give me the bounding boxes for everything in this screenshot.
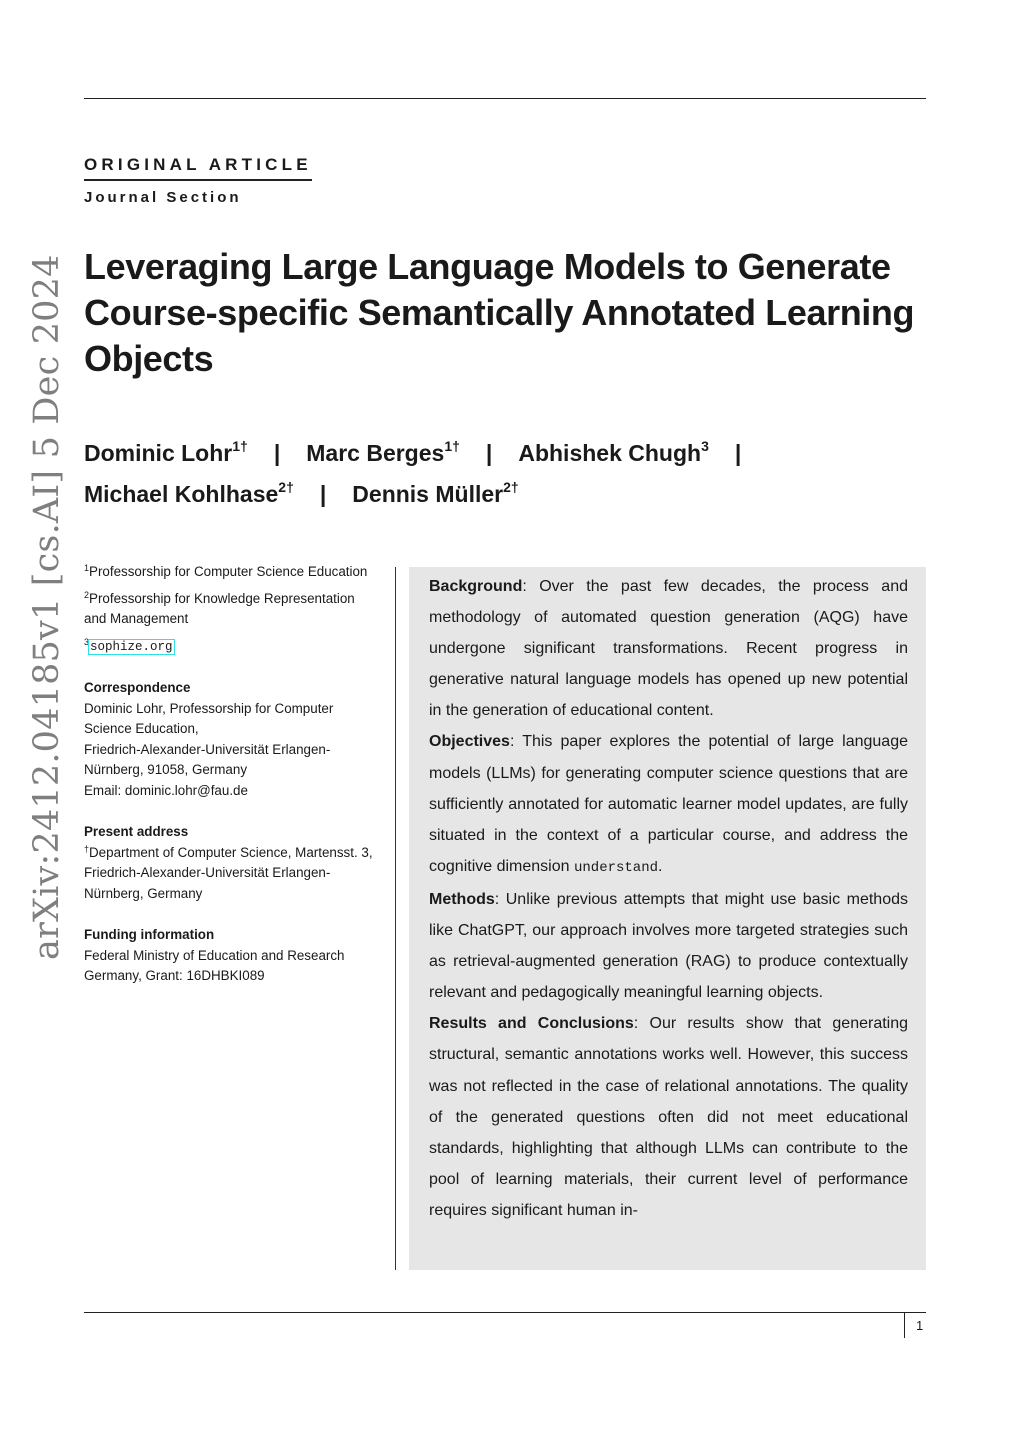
correspondence-email: Email: dominic.lohr@fau.de [84,782,248,798]
funding-heading: Funding information [84,927,215,942]
author-name: Dennis Müller$^{2\dagger}$ [352,479,519,507]
author-name: Dominic Lohr$^{1\dagger}$ [84,438,248,466]
abstract-background: Background: Over the past few decades, the process and methodology of automated question generation (AQG) have undergone significant transformations. Recent progress in generative natural language models has opened up new potential in the generation of educational content. [429,578,908,720]
funding-line: Federal Ministry of Education and Research Germany, Grant: 16DHBKI089 [84,947,345,983]
page-number: 1 [916,1318,924,1333]
arxiv-identifier-stamp: arXiv:2412.04185v1 [cs.AI] 5 Dec 2024 [27,254,67,960]
correspondence-line: Dominic Lohr, Professorship for Computer Science Education, [84,700,334,736]
author-separator: | [485,440,493,466]
sophize-link[interactable]: sophize.org [90,639,173,654]
abstract-objectives: Objectives: This paper explores the potential of large language models (LLMs) for generating computer science questions that are sufficiently annotated for automatic learner model updates, are fully situated in the context of a particular course, and address the cognitive dimension understand. [429,733,908,876]
author-separator: | [273,440,281,466]
top-rule [84,98,926,99]
affiliation: $^3$sophize.org [84,636,173,654]
present-address-line: †Department of Computer Science, Martensst. 3, [84,843,373,860]
article-type-label: ORIGINAL ARTICLE [84,155,312,181]
footer-page-divider [904,1312,905,1338]
cognitive-dimension-term: understand [573,859,658,876]
affiliation: $^2$Professorship for Knowledge Representation and Management [84,589,355,626]
present-address-line: Friedrich-Alexander-Universität Erlangen-Nürnberg, Germany [84,865,331,901]
author-name: Michael Kohlhase$^{2\dagger}$ [84,479,294,507]
abstract-methods: Methods: Unlike previous attempts that might use basic methods like ChatGPT, our approach involves more targeted strategies such as retrieval-augmented generation (RAG) to produce contextually relevant and pedagogically meaningful learning objects. [429,890,908,1002]
abstract-box [409,567,926,1270]
author-list [84,433,924,515]
correspondence-heading: Correspondence [84,680,191,695]
author-name: Abhishek Chugh$^3$ [518,438,709,466]
affiliation: $^1$Professorship for Computer Science Education [84,563,368,579]
author-name: Marc Berges$^{1\dagger}$ [306,438,460,466]
author-separator: | [734,440,742,466]
correspondence-line: Friedrich-Alexander-Universität Erlangen-Nürnberg, 91058, Germany [84,741,331,777]
paper-title: Leveraging Large Language Models to Generate Course-specific Semantically Annotated Learning Objects [84,246,915,379]
abstract-results: Results and Conclusions: Our results show that generating structural, semantic annotations works well. However, this success was not reflected in the case of relational annotations. The quality of the generated questions often did not meet educational standards, highlighting that although LLMs can contribute to the pool of learning materials, their current level of performance requires significant human in- [429,1015,909,1219]
footer-rule [84,1312,926,1313]
front-matter-sidebar [84,562,374,987]
abstract-left-rule [395,567,396,1270]
author-separator: | [319,481,327,507]
journal-section-label: Journal Section [84,189,242,206]
present-address-heading: Present address [84,824,189,839]
